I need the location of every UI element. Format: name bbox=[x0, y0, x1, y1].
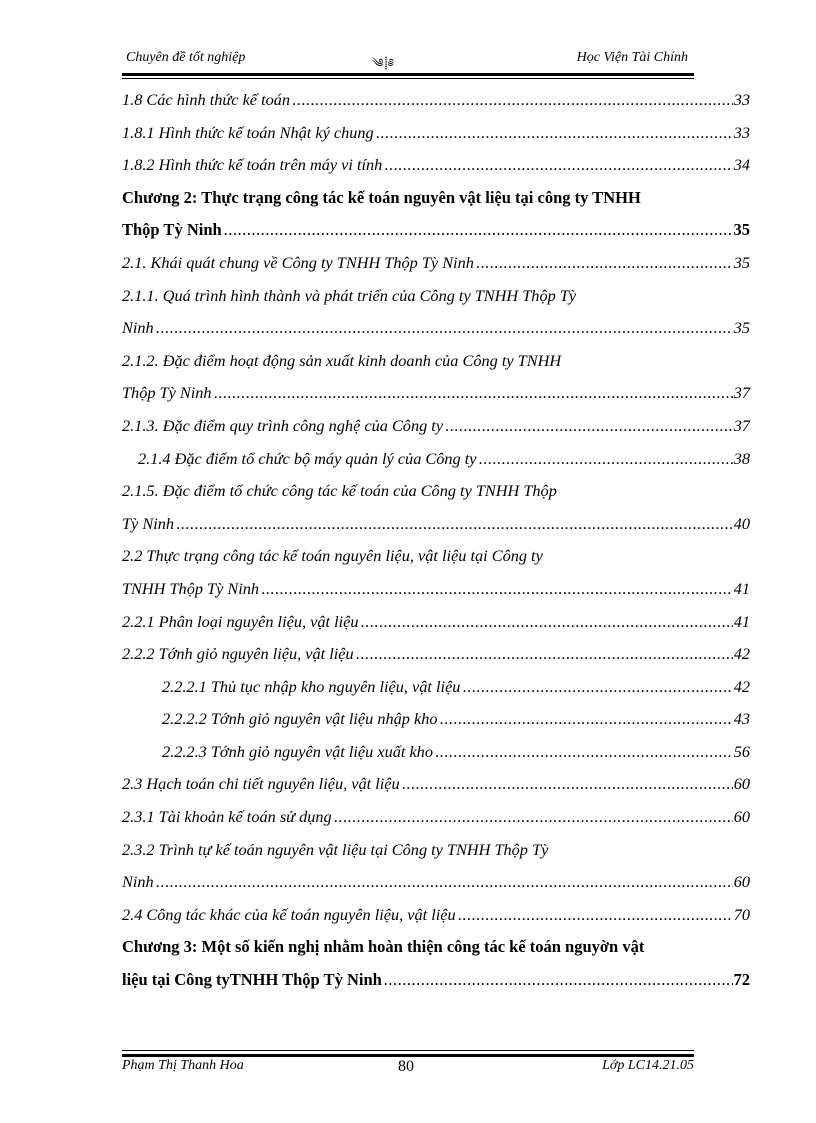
toc-entry-title: 2.4 Công tác khác của kế toán nguyên liệu, vật liệu bbox=[122, 904, 456, 924]
toc-page-number: 37 bbox=[733, 415, 750, 435]
toc-entry bbox=[122, 801, 750, 834]
toc-entry bbox=[122, 312, 750, 345]
toc-entry bbox=[122, 638, 750, 671]
toc-entry bbox=[122, 899, 750, 932]
toc-dot-leader bbox=[384, 149, 732, 182]
toc-entry-title: 2.2.2 Tớnh giỏ nguyên liệu, vật liệu bbox=[122, 644, 354, 664]
toc-page-number: 38 bbox=[733, 448, 750, 468]
toc-entry bbox=[122, 834, 750, 867]
toc-dot-leader bbox=[360, 606, 732, 639]
toc-page-number: 42 bbox=[733, 644, 750, 664]
toc-entry bbox=[122, 182, 750, 215]
toc-entry-title: Thộp Tỳ Ninh bbox=[122, 220, 222, 240]
toc-dot-leader bbox=[376, 117, 733, 150]
toc-entry bbox=[122, 410, 750, 443]
page-header bbox=[122, 48, 690, 72]
toc-entry-title: Chương 3: Một số kiến nghị nhằm hoàn thiện công tác kế toán nguyờn vật bbox=[122, 937, 645, 957]
footer-rule-thin bbox=[122, 1050, 694, 1051]
toc-entry bbox=[122, 345, 750, 378]
toc-entry-title: 1.8.2 Hình thức kế toán trên máy vi tính bbox=[122, 155, 383, 175]
toc-entry-title: 2.3.2 Trình tự kế toán nguyên vật liệu tại Công ty TNHH Thộp Tỳ bbox=[122, 839, 549, 859]
toc-page-number: 33 bbox=[733, 90, 750, 109]
toc-page-number: 35 bbox=[733, 220, 750, 240]
toc-entry-title: 2.1.2. Đặc điểm hoạt động sản xuất kinh doanh của Công ty TNHH bbox=[122, 350, 562, 370]
toc-entry bbox=[122, 964, 750, 997]
page-footer bbox=[122, 1058, 694, 1082]
toc-page-number: 35 bbox=[733, 252, 750, 272]
toc-entry-title: Ninh bbox=[122, 318, 154, 338]
toc-entry-title: TNHH Thộp Tỳ Ninh bbox=[122, 578, 260, 598]
toc-entry-title: 2.1. Khái quát chung về Công ty TNHH Thộp Tỳ Ninh bbox=[122, 252, 474, 272]
toc-page-number: 43 bbox=[733, 709, 750, 729]
toc-entry bbox=[122, 768, 750, 801]
toc-dot-leader bbox=[479, 443, 733, 476]
toc-dot-leader bbox=[356, 638, 733, 671]
footer-author: Phạm Thị Thanh Hoa bbox=[122, 1058, 244, 1073]
toc-dot-leader bbox=[402, 768, 733, 801]
toc-entry bbox=[122, 703, 750, 736]
toc-entry bbox=[122, 84, 750, 117]
toc-entry-title: 2.2.2.3 Tớnh giỏ nguyên vật liệu xuất kho bbox=[162, 741, 433, 761]
toc-dot-leader bbox=[176, 508, 733, 541]
toc-entry bbox=[122, 866, 750, 899]
header-right-text: Học Viện Tài Chính bbox=[576, 50, 688, 65]
table-of-contents bbox=[122, 84, 750, 997]
toc-dot-leader bbox=[440, 703, 733, 736]
toc-entry-title: 2.3.1 Tài khoản kế toán sử dụng bbox=[122, 807, 332, 827]
toc-entry-title: 2.2.2.1 Thủ tục nhập kho nguyên liệu, vật liệu bbox=[162, 676, 461, 696]
toc-entry bbox=[122, 377, 750, 410]
toc-page-number: 41 bbox=[733, 578, 750, 598]
toc-entry-title: 2.1.4 Đặc điểm tổ chức bộ máy quản lý của Công ty bbox=[138, 448, 477, 468]
toc-entry bbox=[122, 671, 750, 704]
toc-dot-leader bbox=[334, 801, 733, 834]
page-number: 80 bbox=[398, 1058, 414, 1075]
toc-page-number: 37 bbox=[733, 383, 750, 403]
toc-page-number: 33 bbox=[733, 122, 750, 142]
toc-entry bbox=[122, 214, 750, 247]
toc-entry-title: Thộp Tỳ Ninh bbox=[122, 383, 212, 403]
toc-entry-title: 2.2.1 Phân loại nguyên liệu, vật liệu bbox=[122, 611, 359, 631]
footer-rule-thick bbox=[122, 1054, 694, 1057]
toc-entry bbox=[122, 540, 750, 573]
toc-entry-title: 2.2 Thực trạng công tác kế toán nguyên liệu, vật liệu tại Công ty bbox=[122, 546, 543, 566]
toc-dot-leader bbox=[462, 671, 732, 704]
toc-entry bbox=[122, 736, 750, 769]
footer-class: Lớp LC14.21.05 bbox=[602, 1058, 694, 1073]
header-ornament: ༄⸽༅ bbox=[372, 56, 395, 70]
toc-dot-leader bbox=[214, 377, 733, 410]
toc-page-number: 60 bbox=[733, 872, 750, 892]
toc-entry bbox=[122, 931, 750, 964]
toc-entry bbox=[122, 280, 750, 313]
toc-entry bbox=[122, 475, 750, 508]
toc-page-number: 42 bbox=[733, 676, 750, 696]
toc-dot-leader bbox=[261, 573, 733, 606]
toc-page-number: 72 bbox=[733, 970, 750, 990]
toc-page-number: 35 bbox=[733, 318, 750, 338]
toc-entry-title: 1.8 Các hình thức kế toán bbox=[122, 90, 291, 109]
toc-dot-leader bbox=[476, 247, 733, 280]
toc-page-number: 60 bbox=[733, 807, 750, 827]
toc-entry-title: 2.3 Hạch toán chi tiết nguyên liệu, vật liệu bbox=[122, 774, 400, 794]
toc-dot-leader bbox=[156, 312, 733, 345]
toc-page-number: 60 bbox=[733, 774, 750, 794]
toc-entry-title: Tỳ Ninh bbox=[122, 513, 175, 533]
toc-entry-title: 2.1.1. Quá trình hình thành và phát triển của Công ty TNHH Thộp Tỳ bbox=[122, 285, 577, 305]
toc-dot-leader bbox=[435, 736, 733, 769]
toc-entry-title: Ninh bbox=[122, 872, 154, 892]
toc-page-number: 41 bbox=[733, 611, 750, 631]
toc-entry-title: 1.8.1 Hình thức kế toán Nhật ký chung bbox=[122, 122, 374, 142]
toc-entry bbox=[122, 606, 750, 639]
toc-page-number: 34 bbox=[733, 155, 750, 175]
toc-entry bbox=[122, 149, 750, 182]
toc-page-number: 56 bbox=[733, 741, 750, 761]
header-rule-thin bbox=[122, 78, 694, 79]
toc-entry-title: liệu tại Công tyTNHH Thộp Tỳ Ninh bbox=[122, 970, 382, 990]
toc-page-number: 70 bbox=[733, 904, 750, 924]
toc-dot-leader bbox=[384, 964, 733, 997]
toc-entry bbox=[122, 443, 750, 476]
toc-entry bbox=[122, 117, 750, 150]
header-rule-thick bbox=[122, 73, 694, 76]
toc-entry bbox=[122, 573, 750, 606]
toc-dot-leader bbox=[458, 899, 733, 932]
toc-dot-leader bbox=[224, 214, 733, 247]
toc-page-number: 40 bbox=[733, 513, 750, 533]
toc-dot-leader bbox=[292, 84, 733, 117]
header-left-text: Chuyên đề tốt nghiệp bbox=[126, 50, 246, 65]
toc-entry bbox=[122, 247, 750, 280]
toc-dot-leader bbox=[445, 410, 733, 443]
toc-entry-title: 2.1.5. Đặc điểm tổ chức công tác kế toán của Công ty TNHH Thộp bbox=[122, 481, 557, 501]
toc-dot-leader bbox=[156, 866, 733, 899]
toc-entry bbox=[122, 508, 750, 541]
toc-entry-title: 2.1.3. Đặc điểm quy trình công nghệ của Công ty bbox=[122, 415, 444, 435]
toc-entry-title: Chương 2: Thực trạng công tác kế toán nguyên vật liệu tại công ty TNHH bbox=[122, 187, 641, 207]
toc-entry-title: 2.2.2.2 Tớnh giỏ nguyên vật liệu nhập kho bbox=[162, 709, 438, 729]
